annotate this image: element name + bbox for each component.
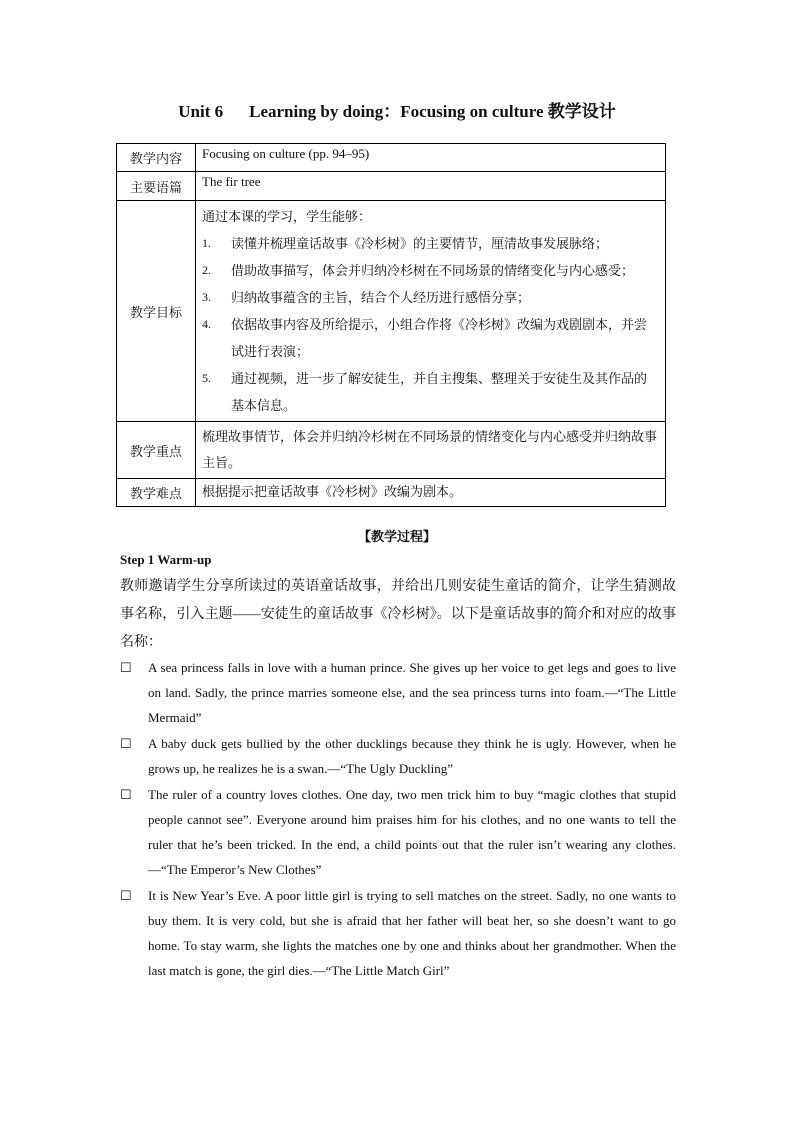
- goal-number: 5.: [202, 371, 211, 385]
- table-row: [117, 144, 666, 172]
- story-list: [120, 655, 676, 984]
- key-point-value: 梳理故事情节，体会并归纳冷杉树在不同场景的情绪变化与内心感受并归纳故事主旨。: [196, 422, 666, 479]
- story-summary: It is New Year’s Eve. A poor little girl is trying to sell matches on the street. Sadly, no one wants to buy them. It is very cold, but she is afraid that her father will beat her, so she doesn’t want to go home. To stay warm, she lights the matches one by one and thinks about her grandmother. When the last match is gone, the girl dies.—“The Little Match Girl”: [148, 888, 676, 978]
- goal-number: 1.: [202, 236, 211, 250]
- list-item: [120, 655, 676, 730]
- table-row: [117, 201, 666, 422]
- goals-cell: [196, 201, 666, 422]
- intro-paragraph: 教师邀请学生分享所读过的英语童话故事，并给出几则安徒生童话的简介，让学生猜测故事名称，引入主题——安徒生的童话故事《冷杉树》。以下是童话故事的简介和对应的故事名称：: [120, 579, 676, 650]
- story-summary: The ruler of a country loves clothes. One day, two men trick him to buy “magic clothes that stupid people cannot see”. Everyone around him praises him for his clothes, and no one wants to tell the ruler that he’s been tricked. In the end, a child points out that the ruler isn’t wearing any clothes.—“The Emperor’s New Clothes”: [148, 787, 676, 877]
- page-title: [0, 97, 794, 122]
- checkbox-icon: ☐: [120, 888, 132, 903]
- table-row: [117, 172, 666, 201]
- checkbox-icon: ☐: [120, 736, 132, 751]
- lesson-title: Learning by doing：Focusing on culture 教学设计: [249, 102, 616, 121]
- goal-text: 读懂并梳理童话故事《冷杉树》的主要情节，厘清故事发展脉络；: [231, 236, 609, 251]
- goal-text: 通过视频，进一步了解安徒生，并自主搜集、整理关于安徒生及其作品的基本信息。: [231, 371, 648, 413]
- story-summary: A sea princess falls in love with a human prince. She gives up her voice to get legs and goes to live on land. Sadly, the prince marries someone else, and the sea princess turns into foam.—“The Little Mermaid”: [148, 660, 676, 725]
- unit-number: Unit 6: [178, 102, 224, 121]
- goal-item: [202, 311, 659, 365]
- text-value: The fir tree: [196, 172, 666, 201]
- story-summary: A baby duck gets bullied by the other ducklings because they think he is ugly. However, when he grows up, he realizes he is a swan.—“The Ugly Duckling”: [148, 736, 676, 776]
- key-point-label: 教学重点: [117, 422, 196, 479]
- difficulty-value: 根据提示把童话故事《冷杉树》改编为剧本。: [196, 479, 666, 507]
- checkbox-icon: ☐: [120, 660, 132, 675]
- table-row: [117, 422, 666, 479]
- list-item: [120, 883, 676, 983]
- goal-number: 2.: [202, 263, 211, 277]
- process-heading: 【教学过程】: [357, 529, 436, 544]
- list-item: [120, 731, 676, 781]
- goal-number: 4.: [202, 317, 211, 331]
- lesson-info-table: [116, 143, 666, 507]
- goal-text: 借助故事描写，体会并归纳冷杉树在不同场景的情绪变化与内心感受；: [231, 263, 635, 278]
- table-row: [117, 479, 666, 507]
- content-value: Focusing on culture (pp. 94–95): [196, 144, 666, 172]
- step-heading: Step 1 Warm-up: [120, 552, 212, 567]
- checkbox-icon: ☐: [120, 787, 132, 802]
- goal-number: 3.: [202, 290, 211, 304]
- content-label: 教学内容: [117, 144, 196, 172]
- goal-item: [202, 257, 659, 284]
- goals-intro: 通过本课的学习，学生能够：: [202, 209, 372, 224]
- goal-item: [202, 365, 659, 419]
- text-label: 主要语篇: [117, 172, 196, 201]
- difficulty-label: 教学难点: [117, 479, 196, 507]
- list-item: [120, 782, 676, 882]
- goals-label: 教学目标: [117, 201, 196, 422]
- goal-item: [202, 284, 659, 311]
- goal-item: [202, 230, 659, 257]
- goal-text: 依据故事内容及所给提示，小组合作将《冷杉树》改编为戏剧剧本，并尝试进行表演；: [231, 317, 648, 359]
- goal-text: 归纳故事蕴含的主旨，结合个人经历进行感悟分享；: [231, 290, 531, 305]
